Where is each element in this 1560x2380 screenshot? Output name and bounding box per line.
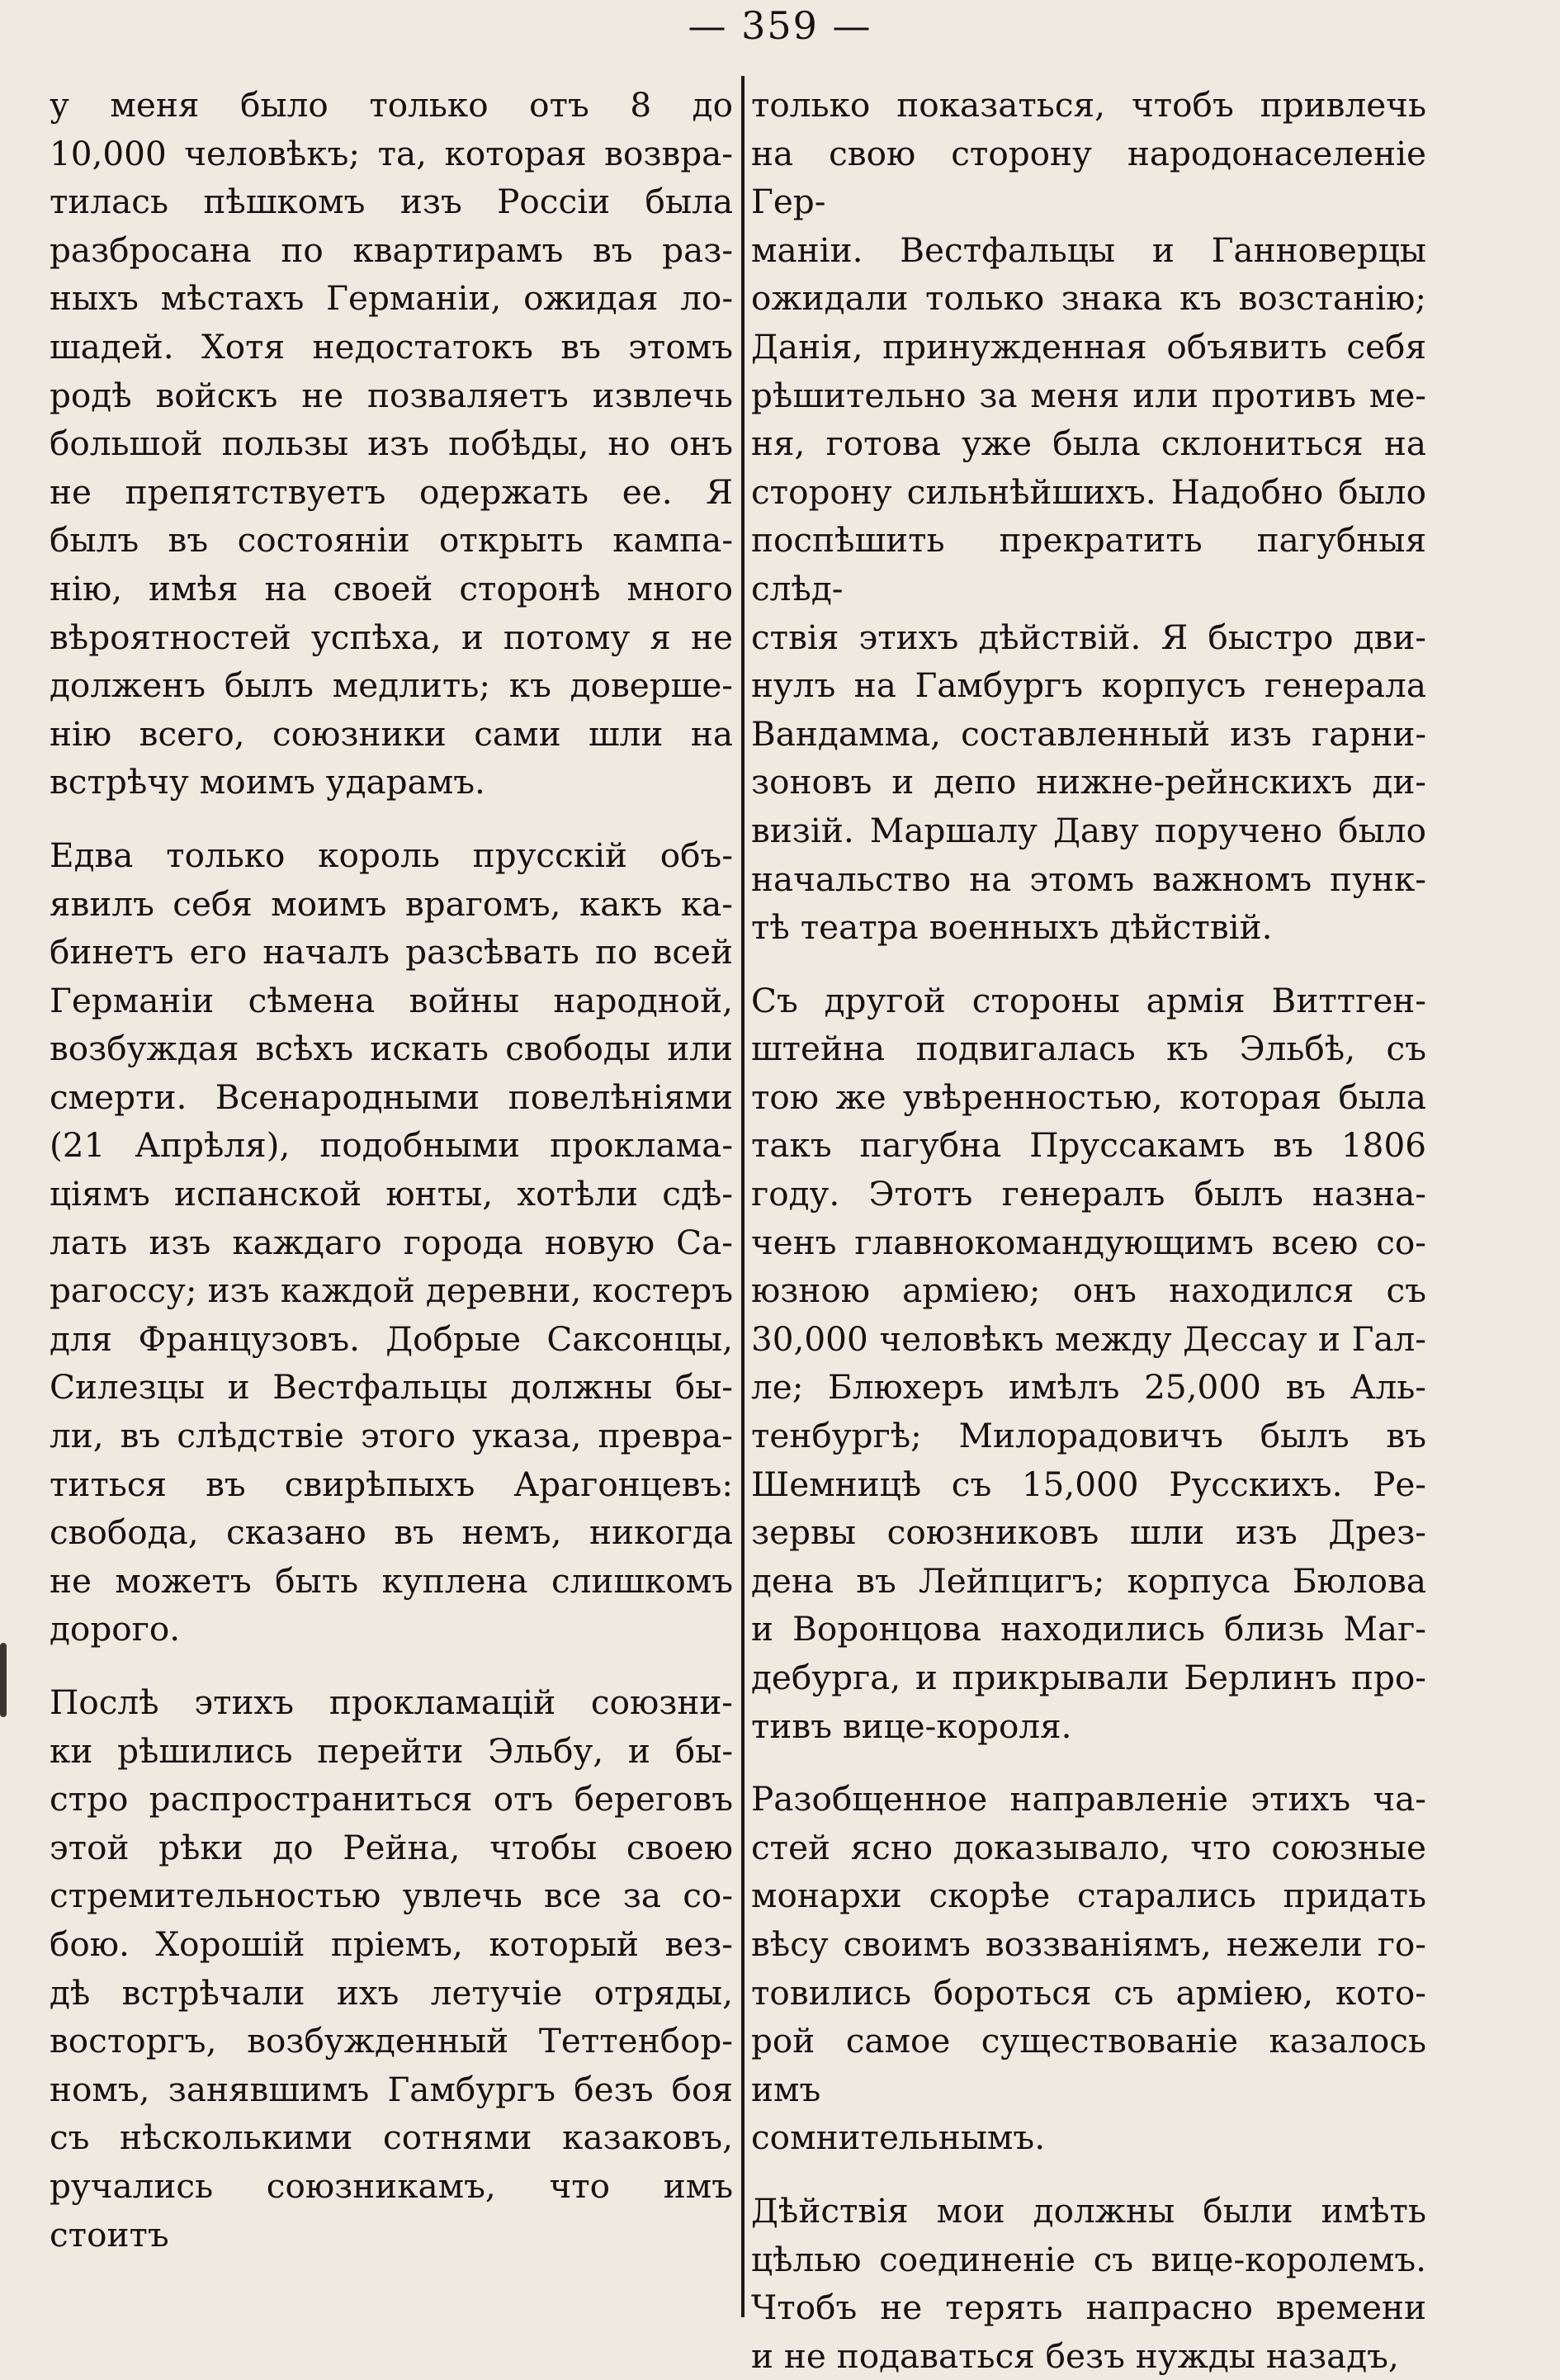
text-line: рой самое существованіе казалось имъ <box>751 2021 1426 2109</box>
text-line: ціямъ испанской юнты, хотѣли сдѣ- <box>50 1174 733 1214</box>
text-line: тивъ вице-короля. <box>751 1706 1072 1746</box>
text-line: номъ, занявшимъ Гамбургъ безъ боя <box>50 2069 733 2109</box>
text-line: цѣлью соединеніе съ вице-королемъ. <box>751 2239 1426 2279</box>
text-line: не препятствуетъ одержать ее. Я <box>50 471 733 512</box>
right-column <box>751 81 1426 2376</box>
paragraph <box>751 1775 1426 2162</box>
text-line: свобода, сказано въ немъ, никогда <box>50 1512 733 1553</box>
paragraph <box>751 977 1426 1751</box>
text-line: явилъ себя моимъ врагомъ, какъ ка- <box>50 883 733 924</box>
text-line: Разобщенное направленіе этихъ ча- <box>751 1779 1426 1819</box>
text-line: съ нѣсколькими сотнями казаковъ, <box>50 2117 733 2158</box>
text-line: ствія этихъ дѣйствій. Я быстро дви- <box>751 617 1426 657</box>
text-line: только показаться, чтобъ привлечь <box>751 85 1426 125</box>
text-line: дѣ встрѣчали ихъ летучіе отряды, <box>50 1972 733 2013</box>
text-line: начальство на этомъ важномъ пунк- <box>751 859 1426 899</box>
text-line: ки рѣшились перейти Эльбу, и бы- <box>50 1730 733 1771</box>
text-line: Данія, принужденная объявить себя <box>751 326 1426 367</box>
text-line: Шемницѣ съ 15,000 Русскихъ. Ре- <box>751 1464 1426 1504</box>
text-line: разбросана по квартирамъ въ раз- <box>50 229 733 270</box>
text-line: не можетъ быть куплена слишкомъ <box>50 1560 733 1601</box>
text-line: дена въ Лейпцигъ; корпуса Бюлова <box>751 1560 1426 1601</box>
text-line: товились бороться съ арміею, кото- <box>751 1972 1426 2013</box>
paragraph <box>50 81 733 807</box>
text-line: тою же увѣренностью, которая была <box>751 1076 1426 1117</box>
text-line: встрѣчу моимъ ударамъ. <box>50 762 485 802</box>
text-line: 30,000 человѣкъ между Дессау и Гал- <box>751 1318 1426 1359</box>
text-line: дорого. <box>50 1609 181 1649</box>
page-number: — 359 — <box>688 3 872 48</box>
text-line: ня, готова уже была склониться на <box>751 423 1426 464</box>
text-line: нію, имѣя на своей сторонѣ много <box>50 568 733 608</box>
text-line: ожидали только знака къ возстанію; <box>751 278 1426 319</box>
text-line: Вандамма, составленный изъ гарни- <box>751 713 1426 754</box>
text-line: юзною арміею; онъ находился съ <box>751 1270 1426 1311</box>
text-line: дебурга, и прикрывали Берлинъ про- <box>751 1658 1426 1697</box>
text-line: штейна подвигалась къ Эльбѣ, съ <box>751 1029 1426 1069</box>
text-line: у меня было только отъ 8 до <box>50 85 733 125</box>
text-line: Силезцы и Вестфальцы должны бы- <box>50 1367 733 1408</box>
text-line: стро распространиться отъ береговъ <box>50 1779 733 1819</box>
text-line: нулъ на Гамбургъ корпусъ генерала <box>751 665 1426 706</box>
text-line: зервы союзниковъ шли изъ Дрез- <box>751 1512 1426 1553</box>
text-line: былъ въ состояніи открыть кампа- <box>50 520 733 561</box>
text-line: большой пользы изъ побѣды, но онъ <box>50 423 733 464</box>
text-line: бою. Хорошій пріемъ, который вез- <box>50 1923 733 1964</box>
paragraph <box>751 81 1426 952</box>
text-line: возбуждая всѣхъ искать свободы или <box>50 1029 733 1069</box>
text-line: лать изъ каждаго города новую Са- <box>50 1222 733 1262</box>
paragraph <box>751 2187 1426 2380</box>
text-line: восторгъ, возбужденный Теттенбор- <box>50 2021 733 2061</box>
paragraph <box>50 1678 733 2259</box>
text-line: на свою сторону народонаселеніе Гер- <box>751 133 1426 222</box>
text-line: ле; Блюхеръ имѣлъ 25,000 въ Аль- <box>751 1367 1426 1408</box>
text-line: Дѣйствія мои должны были имѣть <box>751 2190 1426 2231</box>
column-divider <box>741 76 745 2317</box>
text-line: титься въ свирѣпыхъ Арагонцевъ: <box>50 1464 733 1504</box>
text-line: долженъ былъ медлить; къ доверше- <box>50 665 733 706</box>
text-line: ныхъ мѣстахъ Германіи, ожидая ло- <box>50 278 733 319</box>
left-column <box>50 81 733 2318</box>
text-line: монархи скорѣе старались придать <box>751 1876 1426 1916</box>
text-line: вѣроятностей успѣха, и потому я не <box>50 617 733 657</box>
text-line: ли, въ слѣдствіе этого указа, превра- <box>50 1416 733 1456</box>
text-line: родѣ войскъ не позваляетъ извлечь <box>50 375 733 415</box>
text-line: сомнительнымъ. <box>751 2117 1046 2158</box>
text-line: смерти. Всенародными повелѣніями <box>50 1076 733 1117</box>
text-line: Чтобъ не терять напрасно времени <box>751 2288 1426 2328</box>
text-line: тѣ театра военныхъ дѣйствій. <box>751 907 1273 948</box>
text-line: этой рѣки до Рейна, чтобы своею <box>50 1827 733 1867</box>
text-line: визій. Маршалу Даву поручено было <box>751 810 1426 850</box>
text-line: шадей. Хотя недостатокъ въ этомъ <box>50 326 733 367</box>
text-line: тилась пѣшкомъ изъ Россіи была <box>50 182 733 222</box>
text-line: ченъ главнокомандующимъ всею со- <box>751 1222 1426 1262</box>
text-line: рагоссу; изъ каждой деревни, костеръ <box>50 1270 733 1311</box>
text-line: Послѣ этихъ прокламацій союзни- <box>50 1682 733 1722</box>
text-line: маніи. Вестфальцы и Ганноверцы <box>751 229 1426 270</box>
text-line: бинетъ его началъ разсѣвать по всей <box>50 932 733 972</box>
text-line: ручались союзникамъ, что имъ стоитъ <box>50 2165 733 2255</box>
text-line: такъ пагубна Пруссакамъ въ 1806 <box>751 1125 1426 1166</box>
text-line: поспѣшить прекратить пагубныя слѣд- <box>751 520 1426 608</box>
text-line: сторону сильнѣйшихъ. Надобно было <box>751 471 1426 512</box>
text-line: году. Этотъ генералъ былъ назна- <box>751 1174 1426 1214</box>
text-line: Съ другой стороны армія Виттген- <box>751 980 1426 1020</box>
page-edge-mark <box>0 1643 7 1717</box>
text-line: и Воронцова находились близь Маг- <box>751 1609 1426 1649</box>
text-line: Едва только король прусскій объ- <box>50 835 733 875</box>
text-line: (21 Апрѣля), подобными проклама- <box>50 1125 733 1166</box>
text-line: и не подаваться безъ нужды назадъ, <box>751 2335 1399 2376</box>
text-line: нію всего, союзники сами шли на <box>50 713 733 754</box>
text-line: вѣсу своимъ воззваніямъ, нежели го- <box>751 1923 1426 1964</box>
text-line: стей ясно доказывало, что союзные <box>751 1827 1426 1867</box>
paragraph <box>50 831 733 1654</box>
text-line: 10,000 человѣкъ; та, которая возвра- <box>50 133 733 173</box>
text-line: для Французовъ. Добрые Саксонцы, <box>50 1318 733 1359</box>
text-line: тенбургѣ; Милорадовичъ былъ въ <box>751 1416 1426 1456</box>
text-line: рѣшительно за меня или противъ ме- <box>751 375 1426 415</box>
text-line: зоновъ и депо нижне-рейнскихъ ди- <box>751 762 1426 802</box>
text-line: Германіи сѣмена войны народной, <box>50 980 733 1020</box>
text-line: стремительностью увлечь все за со- <box>50 1876 733 1916</box>
